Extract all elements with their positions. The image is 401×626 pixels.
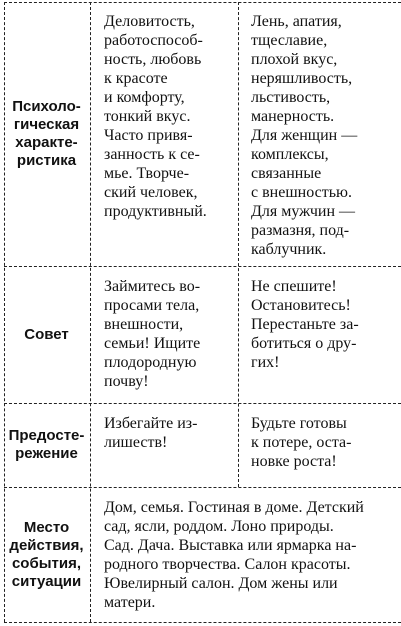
label-line: Психоло- [12, 98, 81, 115]
column-divider [90, 2, 91, 622]
text-line: матери. [104, 594, 156, 611]
column-divider [238, 2, 239, 487]
text-line: связанные [251, 165, 322, 182]
text-line: внешности, [104, 316, 184, 333]
label-line: гическая [13, 116, 80, 133]
text-line: каблучник. [251, 241, 327, 258]
label-line: ристика [16, 152, 77, 169]
text-line: Дом, семья. Гостиная в доме. Детский [104, 499, 364, 516]
text-line: новке роста! [251, 453, 337, 470]
text-line: семьи! Ищите [104, 335, 201, 352]
text-line: сад, ясли, роддом. Лоно природы. [104, 518, 334, 535]
text-line: комплексы, [251, 146, 329, 163]
row-label-advice [4, 266, 89, 403]
warning-positive-cell [104, 414, 234, 452]
label-line: Предосте- [8, 427, 85, 444]
text-line: мье. Творче- [104, 165, 190, 182]
text-line: работоспособ- [104, 32, 203, 49]
text-line: тщеславие, [251, 32, 328, 49]
text-line: ность, любовь [104, 51, 202, 68]
text-line: гих! [251, 354, 280, 371]
row-label-psychology [4, 2, 89, 266]
text-line: просами тела, [104, 297, 200, 314]
text-line: Для мужчин — [251, 203, 355, 220]
text-line: Часто привя- [104, 127, 193, 144]
label-line: режение [15, 445, 78, 462]
text-line: Лень, апатия, [251, 13, 342, 30]
warning-negative-cell [251, 414, 397, 471]
text-line: Займитесь во- [104, 278, 201, 295]
text-line: с внешностью. [251, 184, 352, 201]
label-line: характе- [15, 134, 78, 151]
row-label-places [4, 487, 89, 622]
label-line: Место [23, 518, 70, 536]
text-line: размазня, под- [251, 222, 350, 239]
text-line: Перестаньте за- [251, 316, 359, 333]
text-line: ботиться о дру- [251, 335, 357, 352]
text-line: Для женщин — [251, 127, 358, 144]
label-line: действия, [9, 536, 84, 554]
label-line: Совет [24, 325, 69, 343]
text-line: почву! [104, 373, 149, 390]
text-line: и комфорту, [104, 89, 185, 106]
text-line: Сад. Дача. Выставка или ярмарка на- [104, 537, 357, 554]
text-line: Будьте готовы [251, 415, 347, 432]
positive-traits-cell [104, 12, 234, 221]
text-line: к потере, оста- [251, 434, 352, 451]
text-line: занность к се- [104, 146, 200, 163]
text-line: ский человек, [104, 184, 198, 201]
text-line: к красоте [104, 70, 168, 87]
text-line: родного творчества. Салон красоты. [104, 556, 351, 573]
advice-negative-cell [251, 277, 397, 372]
label-line: события, [11, 554, 82, 572]
text-line: продуктивный. [104, 203, 207, 220]
text-line: неряшливость, [251, 70, 353, 87]
text-line: Не спешите! [251, 278, 337, 295]
text-line: Ювелирный салон. Дом жены или [104, 575, 338, 592]
label-line: ситуации [11, 572, 82, 590]
advice-positive-cell [104, 277, 234, 391]
row-label-warning [4, 403, 89, 487]
negative-traits-cell [251, 12, 397, 259]
text-line: льстивость, [251, 89, 331, 106]
row-divider [4, 622, 401, 623]
text-line: Остановитесь! [251, 297, 351, 314]
text-line: плохой вкус, [251, 51, 338, 68]
text-line: тонкий вкус. [104, 108, 191, 125]
text-line: Деловитость, [104, 13, 195, 30]
text-line: лишеств! [104, 434, 168, 451]
text-line: манерность. [251, 108, 335, 125]
text-line: Избегайте из- [104, 415, 198, 432]
text-line: плодородную [104, 354, 197, 371]
places-cell [104, 498, 400, 612]
